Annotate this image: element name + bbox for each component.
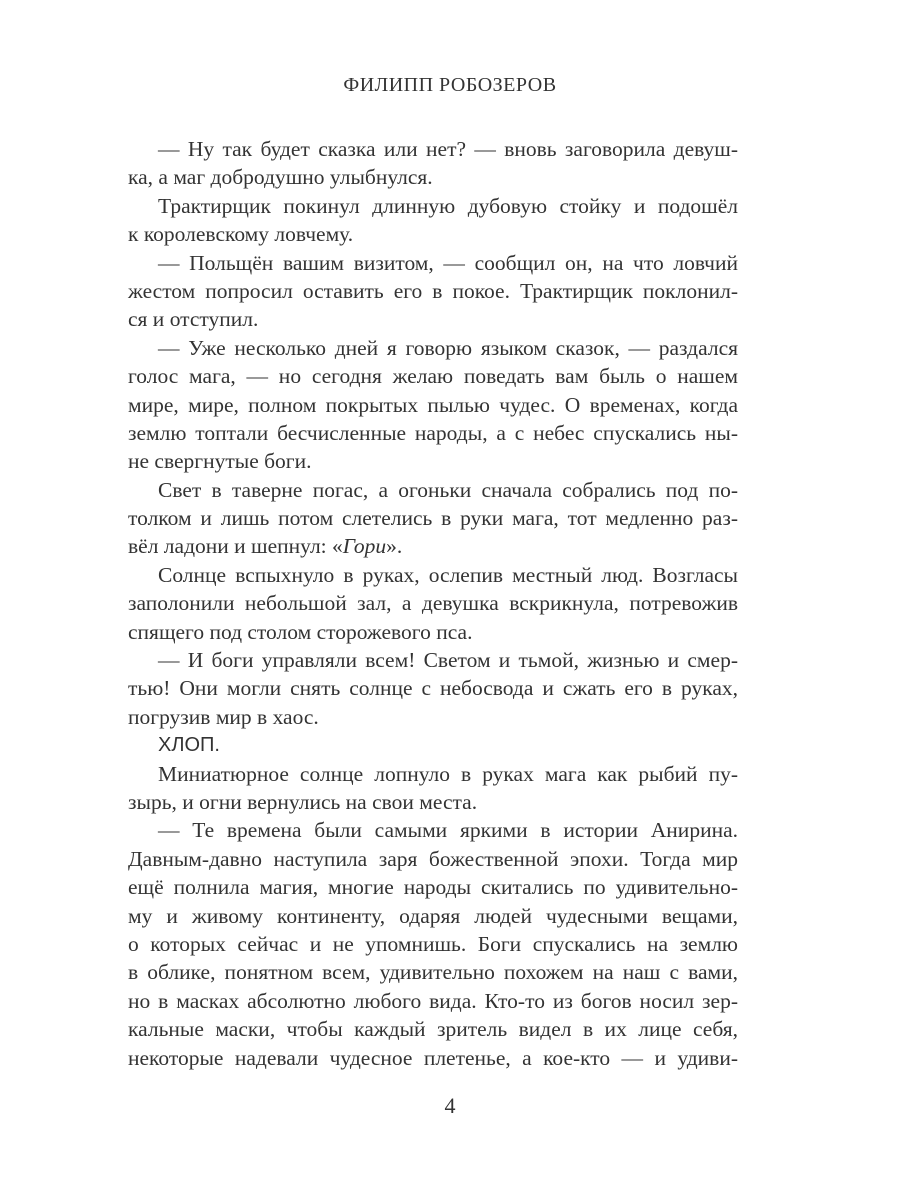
text-line: [128, 532, 738, 560]
paragraph: [128, 192, 738, 249]
text-line: некоторые надевали чудесное плетенье, а кое-кто — и удиви-: [128, 1045, 738, 1070]
paragraph: [128, 135, 738, 192]
text-line: — Ну так будет сказка или нет? — вновь заговорила девуш-: [158, 137, 738, 161]
text-line: землю топтали бесчисленные народы, а с небес спускались ны-: [128, 420, 738, 445]
text-line: жестом попросил оставить его в покое. Трактирщик поклонил-: [128, 278, 738, 303]
text-line: но в масках абсолютно любого вида. Кто-то из богов носил зер-: [128, 988, 738, 1013]
paragraph: [128, 816, 738, 1072]
text-line: Солнце вспыхнуло в руках, ослепив местный люд. Возгласы: [158, 562, 738, 587]
text-line: — И боги управляли всем! Светом и тьмой, жизнью и смер-: [158, 648, 738, 673]
text-line: толком и лишь потом слетелись в руки мага, тот медленно раз-: [128, 506, 738, 531]
paragraph: [128, 334, 738, 476]
paragraph: [128, 249, 738, 334]
text-line: Трактирщик покинул длинную дубовую стойку и подошёл: [158, 193, 738, 218]
paragraph: [128, 561, 738, 646]
text-line: ка, а маг добродушно улыбнулся.: [128, 165, 433, 190]
text-line: голос мага, — но сегодня желаю поведать вам быль о нашем: [128, 364, 738, 389]
paragraph: [128, 760, 738, 817]
text-line: в облике, понятном всем, удивительно похожем на наш с вами,: [128, 960, 738, 985]
text-line: кальные маски, чтобы каждый зритель видел в их лице себя,: [128, 1017, 738, 1042]
sound-effect-line: ХЛОП.: [158, 734, 220, 757]
text-line: погрузив мир в хаос.: [128, 704, 319, 729]
text-line: — Уже несколько дней я говорю языком сказок, — раздался: [158, 335, 738, 360]
paragraph: [128, 646, 738, 731]
paragraph: [128, 476, 738, 561]
text-line: ещё полнила магия, многие народы скитались по удивительно-: [128, 875, 738, 900]
text-segment: вёл ладони и шепнул: «: [128, 534, 343, 559]
running-header: ФИЛИПП РОБОЗЕРОВ: [343, 74, 557, 96]
text-line: о которых сейчас и не упомнишь. Боги спускались на землю: [128, 931, 738, 956]
paragraph: [128, 731, 738, 759]
text-line: к королевскому ловчему.: [128, 222, 354, 247]
text-line: Давным-давно наступила заря божественной эпохи. Тогда мир: [128, 846, 738, 871]
text-line: не свергнутые боги.: [128, 449, 312, 474]
text-line: заполонили небольшой зал, а девушка вскрикнула, потревожив: [128, 591, 738, 616]
text-line: Миниатюрное солнце лопнуло в руках мага как рыбий пу-: [158, 761, 738, 786]
text-segment: ».: [386, 534, 403, 559]
text-line: — Те времена были самыми яркими в истории Анирина.: [158, 818, 738, 843]
text-line: ся и отступил.: [128, 307, 259, 332]
text-line: тью! Они могли снять солнце с небосвода и сжать его в руках,: [128, 676, 738, 701]
italic-word: Гори: [342, 534, 387, 559]
text-line: мире, мире, полном покрытых пылью чудес. О временах, когда: [128, 392, 738, 417]
text-line: спящего под столом сторожевого пса.: [128, 619, 473, 644]
text-line: му и живому континенту, одаряя людей чудесными вещами,: [128, 903, 738, 928]
text-line: зырь, и огни вернулись на свои места.: [128, 789, 478, 814]
body-text: [128, 135, 738, 1072]
page-number: 4: [444, 1093, 456, 1118]
text-line: Свет в таверне погас, а огоньки сначала собрались под по-: [158, 477, 738, 502]
text-line: — Польщён вашим визитом, — сообщил он, на что ловчий: [158, 250, 738, 275]
